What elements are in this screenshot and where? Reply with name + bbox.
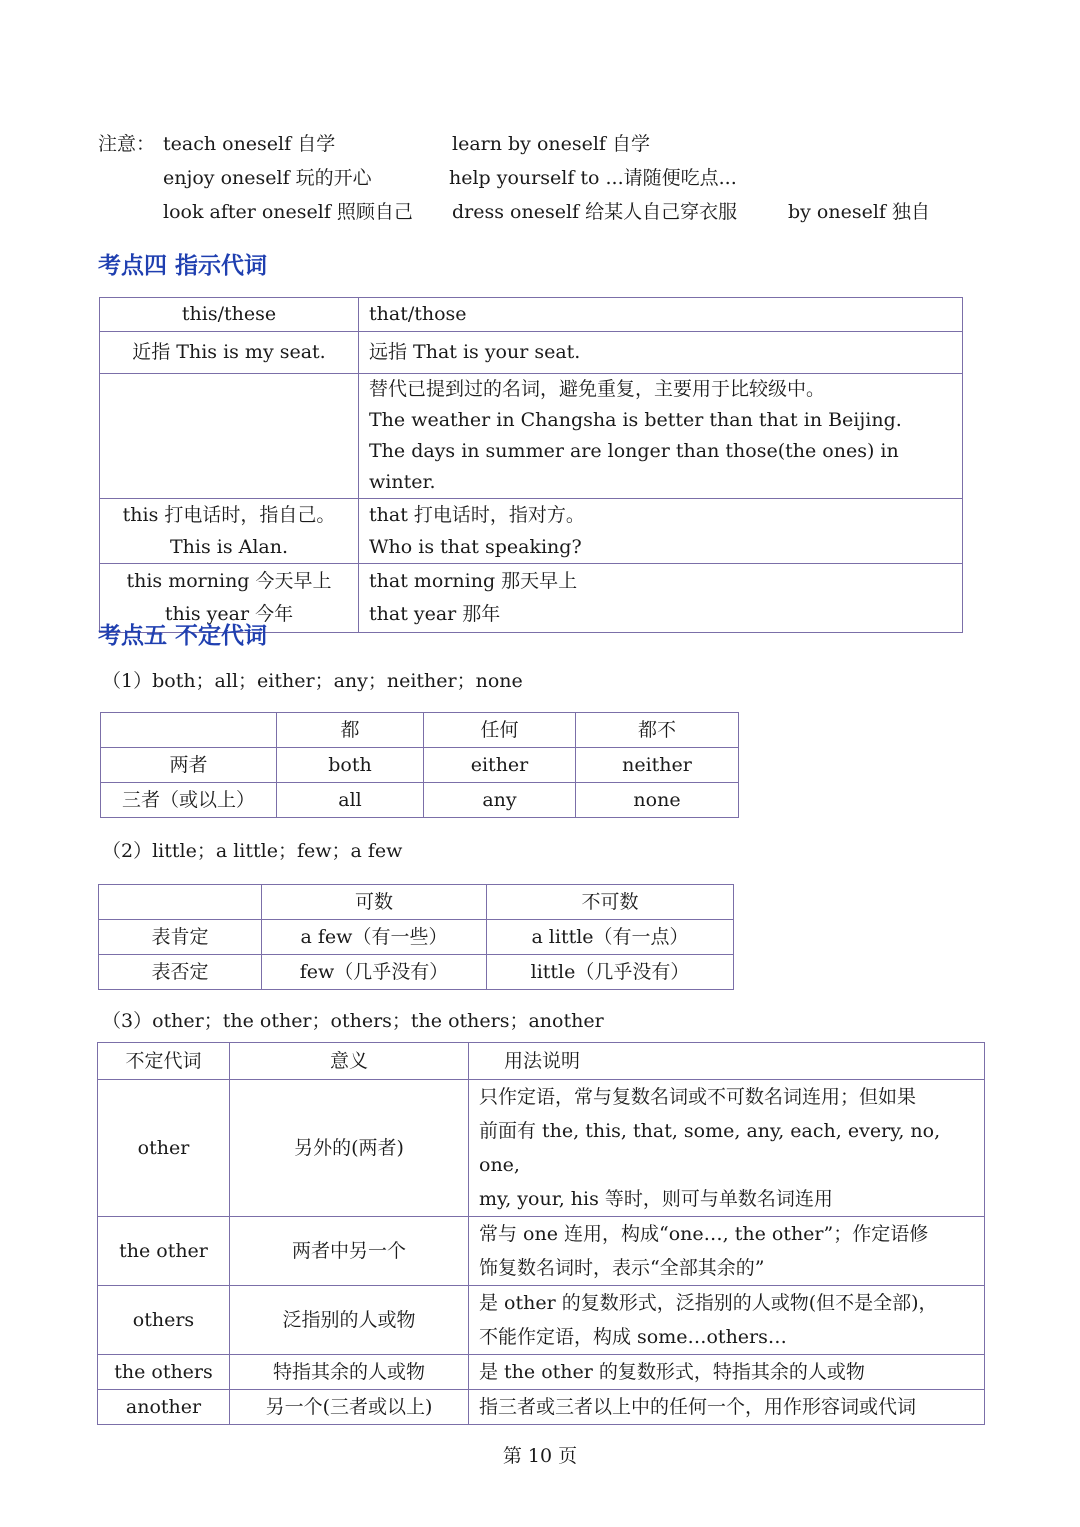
cell-line: Who is that speaking? (369, 536, 582, 558)
table-cell: either (424, 748, 576, 783)
subsection-title: （3）other；the other；others；the others；another (102, 1010, 604, 1032)
table-cell: 都不 (576, 713, 739, 748)
cell-line: 饰复数名词时，表示“全部其余的” (479, 1257, 765, 1279)
table-cell: 可数 (262, 885, 487, 920)
cell-line: this year 今年 (164, 603, 294, 625)
note-item: by oneself 独自 (788, 201, 930, 223)
cell-line: 前面有 the, this, that, some, any, each, every, no, one, (479, 1120, 941, 1176)
table-cell: both (277, 748, 424, 783)
table-cell: 另外的(两者) (230, 1080, 469, 1217)
table-cell: 指三者或三者以上中的任何一个，用作形容词或代词 (469, 1390, 985, 1425)
note-item: teach oneself 自学 (163, 133, 336, 155)
cell-line: my, your, his 等时，则可与单数名词连用 (479, 1188, 833, 1210)
section-heading-demonstratives: 考点四 指示代词 (98, 253, 268, 279)
table-row (99, 920, 734, 955)
table-cell: 用法说明 (469, 1043, 985, 1080)
cell-line: this 打电话时，指自己。 (122, 504, 336, 526)
table-cell (101, 713, 277, 748)
cell-line: 是 other 的复数形式，泛指别的人或物(但不是全部)， (479, 1292, 938, 1314)
table-cell: none (576, 783, 739, 818)
cell-line: 只作定语，常与复数名词或不可数名词连用；但如果 (479, 1086, 917, 1108)
table-cell (469, 1080, 985, 1217)
cell-line: The weather in Changsha is better than that in Beijing. (369, 409, 902, 431)
table-cell (469, 1217, 985, 1286)
table-row (100, 332, 963, 374)
table-cell: a few（有一些） (262, 920, 487, 955)
note-item: help yourself to ...请随便吃点... (449, 167, 737, 189)
cell-line: this morning 今天早上 (126, 570, 332, 592)
section-heading-indefinite-pronouns: 考点五 不定代词 (98, 623, 268, 649)
note-item: dress oneself 给某人自己穿衣服 (452, 201, 738, 223)
cell-line: 不能作定语，构成 some…others… (479, 1326, 787, 1348)
table-cell: 表否定 (99, 955, 262, 990)
cell-line: that morning 那天早上 (369, 570, 578, 592)
table-row (99, 955, 734, 990)
table-row (100, 374, 963, 499)
table-cell: 不定代词 (98, 1043, 230, 1080)
table-cell (359, 564, 963, 633)
cell-line: The days in summer are longer than those(the ones) in winter. (369, 440, 899, 493)
table-row (98, 1286, 985, 1355)
table-cell: others (98, 1286, 230, 1355)
cell-line: This is Alan. (169, 536, 289, 558)
table-row (101, 783, 739, 818)
table-cell: 任何 (424, 713, 576, 748)
table-row (100, 499, 963, 564)
table-cell (359, 374, 963, 499)
table-row (99, 885, 734, 920)
table-row (98, 1043, 985, 1080)
table-cell (359, 499, 963, 564)
table-cell: another (98, 1390, 230, 1425)
cell-line: that year 那年 (369, 603, 501, 625)
table-cell: 意义 (230, 1043, 469, 1080)
table-cell: 另一个(三者或以上) (230, 1390, 469, 1425)
subsection-title: （2）little；a little；few；a few (102, 840, 403, 862)
subsection-title: （1）both；all；either；any；neither；none (102, 670, 523, 692)
cell-line: 替代已提到过的名词，避免重复，主要用于比较级中。 (369, 378, 826, 400)
table-cell: the others (98, 1355, 230, 1390)
table-cell: any (424, 783, 576, 818)
table-row (98, 1217, 985, 1286)
page-number: 第 10 页 (502, 1445, 578, 1467)
table-row (101, 713, 739, 748)
table-cell: 不可数 (487, 885, 734, 920)
table-cell: other (98, 1080, 230, 1217)
other-usage-table (97, 1042, 985, 1425)
note-item: look after oneself 照顾自己 (163, 201, 413, 223)
table-cell: 两者 (101, 748, 277, 783)
note-label: 注意： (98, 133, 156, 155)
table-cell: 三者（或以上） (101, 783, 277, 818)
table-cell: few（几乎没有） (262, 955, 487, 990)
table-cell: 近指 This is my seat. (100, 332, 359, 374)
table-cell: 两者中另一个 (230, 1217, 469, 1286)
table-cell: all (277, 783, 424, 818)
table-cell: 表肯定 (99, 920, 262, 955)
table-row (98, 1355, 985, 1390)
table-cell: 特指其余的人或物 (230, 1355, 469, 1390)
note-item: learn by oneself 自学 (452, 133, 651, 155)
table-cell-empty (100, 374, 359, 499)
table-cell: this/these (100, 298, 359, 332)
both-all-table (100, 712, 739, 818)
table-row (101, 748, 739, 783)
table-cell: that/those (359, 298, 963, 332)
table-cell: 远指 That is your seat. (359, 332, 963, 374)
table-row (98, 1080, 985, 1217)
table-cell: the other (98, 1217, 230, 1286)
table-cell (99, 885, 262, 920)
table-cell (100, 499, 359, 564)
few-little-table (98, 884, 734, 990)
table-row (100, 298, 963, 332)
table-cell (469, 1286, 985, 1355)
demonstrative-table (99, 297, 963, 633)
note-item: enjoy oneself 玩的开心 (163, 167, 372, 189)
table-cell: neither (576, 748, 739, 783)
table-cell: 泛指别的人或物 (230, 1286, 469, 1355)
cell-line: that 打电话时，指对方。 (369, 504, 585, 526)
cell-line: 常与 one 连用，构成“one…, the other”；作定语修 (479, 1223, 929, 1245)
table-cell: 都 (277, 713, 424, 748)
table-row (98, 1390, 985, 1425)
table-cell: little（几乎没有） (487, 955, 734, 990)
table-cell: 是 the other 的复数形式，特指其余的人或物 (469, 1355, 985, 1390)
table-cell: a little（有一点） (487, 920, 734, 955)
